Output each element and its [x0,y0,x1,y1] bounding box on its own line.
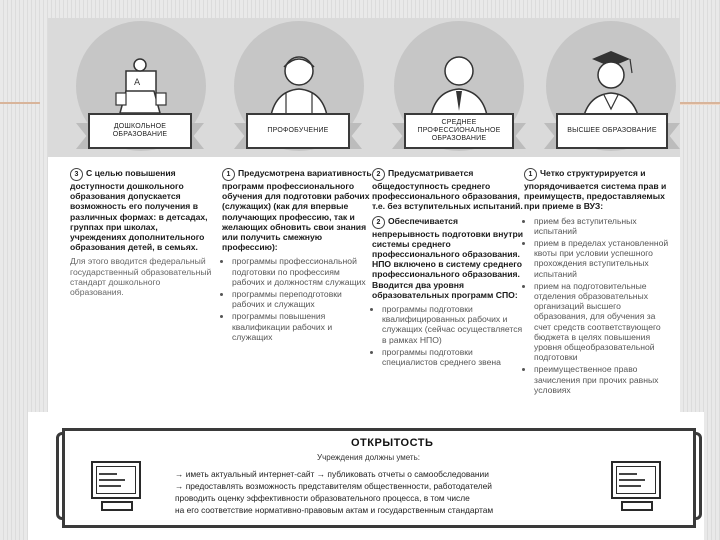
list-item: • прием на подготовительные отделения образовательных организаций высшего образования, для обучения за счет средств соответствующего бюджета в целях повышения уровня общеобразовательной подготовки [534,281,674,363]
bullet-list [372,304,524,367]
paragraph [70,168,216,252]
openness-line: на его соответствие нормативно-правовым актам и государственным стандартам [175,505,494,515]
paragraph-text: Для этого вводится федеральный государственный образовательный стандарт дошкольного образования. [70,256,212,298]
openness-subtitle: Учреждения должны уметь: [317,453,420,462]
number-badge: 3 [70,168,83,181]
number-badge: 1 [524,168,537,181]
svg-text:A: A [134,78,141,88]
list-item: • преимущественное право зачисления при прочих равных условиях [534,364,674,395]
paragraph [372,216,524,300]
list-item: • программы профессиональной подготовки по профессиям рабочих и должностям служащих [232,256,372,287]
paragraph [524,168,674,212]
ribbon-label: СРЕДНЕЕ ПРОФЕССИОНАЛЬНОЕ ОБРАЗОВАНИЕ [417,119,501,142]
ribbon-label: ВЫСШЕЕ ОБРАЗОВАНИЕ [567,127,657,134]
number-badge: 2 [372,168,385,181]
computer-monitor-icon [91,461,141,499]
computer-base-icon [101,501,133,511]
column-vysshee [524,168,674,399]
list-item: • программы подготовки квалифицированных рабочих и служащих (сейчас осуществляется в рамках НПО) [382,304,524,345]
paragraph [70,256,216,297]
openness-title: ОТКРЫТОСТЬ [351,437,434,449]
list-item: • программы подготовки специалистов среднего звена [382,347,524,367]
openness-line: → иметь актуальный интернет-сайт → публиковать отчеты о самообследовании [175,469,489,479]
bullet-list [524,216,674,395]
paragraph-text: Предусмотрена вариативность программ профессионального обучения для подготовки рабочих (служащих) (как для впервые получающих профессию, так и желающих обновить свои знания или получить смежную профессию): [222,168,372,253]
ribbon-label: ДОШКОЛЬНОЕ ОБРАЗОВАНИЕ [112,123,168,138]
number-badge: 2 [372,216,385,229]
column-profobuchenie [222,168,372,346]
list-item: • прием без вступительных испытаний [534,216,674,236]
number-badge: 1 [222,168,235,181]
paragraph-text: Обеспечивается непрерывность подготовки внутри системы среднего профессионального образования. НПО включено в систему среднего профессионального образования. Вводится два уровня образовательных программ СПО: [372,215,524,300]
ribbon-spo [404,113,514,155]
openness-section [28,412,704,540]
ribbon-label: ПРОФОБУЧЕНИЕ [267,127,329,134]
paragraph-text: С целью повышения доступности дошкольного образования допускается возможность его получения в различных формах: в детсадах, группах при школах, учреждениях дополнительного образования детей, в семьях. [70,168,208,253]
ribbon-preschool [88,113,192,155]
decor-rule-left [0,102,40,104]
decor-rule-right-light [676,104,720,105]
computer-base-icon [621,501,653,511]
paragraph-text: Четко структурируется и упорядочивается система прав и преимуществ, предоставляемых при приеме в ВУЗ: [524,168,667,212]
paragraph [372,168,524,212]
bullet-list [222,256,372,342]
list-item: • программы повышения квалификации рабочих и служащих [232,311,372,342]
ribbon-profobuchenie [246,113,350,155]
column-preschool [70,168,216,301]
list-item: • прием в пределах установленной квоты при условии успешного прохождения вступительных испытаний [534,238,674,279]
paragraph-text: Предусматривается общедоступность среднего профессионального образования, т.е. без вступительных испытаний. [372,168,523,212]
computer-monitor-icon [611,461,661,499]
openness-line: проводить оценку эффективности образовательного процесса, в том числе [175,493,470,503]
list-item: • программы переподготовки рабочих и служащих [232,289,372,309]
column-spo [372,168,524,371]
paragraph [222,168,372,252]
openness-panel [62,428,696,528]
ribbon-vysshee [556,113,668,155]
openness-line: → предоставлять возможность представителям общественности, работодателей [175,481,492,491]
